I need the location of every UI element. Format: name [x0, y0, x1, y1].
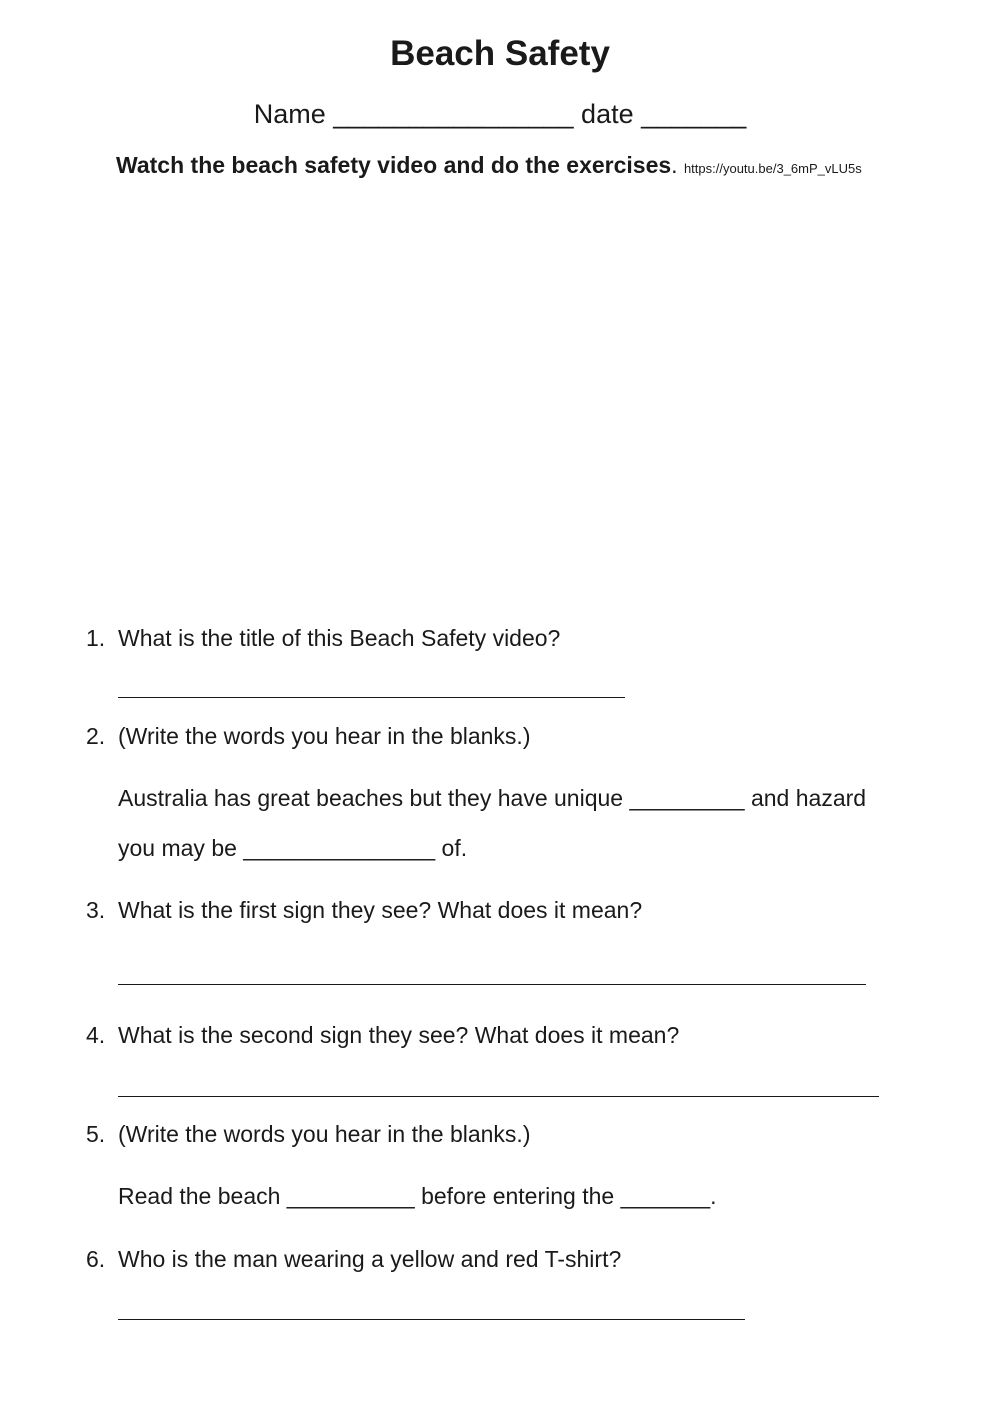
question-2-text: (Write the words you hear in the blanks.): [118, 723, 531, 749]
instruction-text: Watch the beach safety video and do the exercises: [116, 152, 672, 178]
question-2-fill-line-2[interactable]: you may be _______________ of.: [118, 835, 468, 861]
video-link[interactable]: https://youtu.be/3_6mP_vLU5s: [683, 161, 862, 176]
question-4-text: What is the second sign they see? What does it mean?: [118, 1022, 680, 1048]
question-4-number: 4.: [86, 1022, 106, 1048]
instruction-line: [116, 148, 976, 186]
answer-line-1[interactable]: [118, 697, 625, 698]
question-6-text: Who is the man wearing a yellow and red T-shirt?: [118, 1246, 622, 1272]
answer-line-6[interactable]: [118, 1319, 745, 1320]
question-1-number: 1.: [86, 625, 106, 651]
question-3-text: What is the first sign they see? What does it mean?: [118, 897, 643, 923]
answer-line-4[interactable]: [118, 1096, 879, 1097]
instruction-period: .: [671, 152, 678, 178]
question-5-text: (Write the words you hear in the blanks.): [118, 1121, 531, 1147]
question-3-number: 3.: [86, 897, 106, 923]
question-5-fill-line-1[interactable]: Read the beach __________ before entering the _______.: [118, 1183, 717, 1209]
question-5-number: 5.: [86, 1121, 106, 1147]
question-1-text: What is the title of this Beach Safety video?: [118, 625, 561, 651]
question-6-number: 6.: [86, 1246, 106, 1272]
question-2-number: 2.: [86, 723, 106, 749]
answer-line-3[interactable]: [118, 984, 866, 985]
page-title: Beach Safety: [390, 34, 610, 73]
question-2-fill-line-1[interactable]: Australia has great beaches but they have unique _________ and hazard: [118, 785, 867, 811]
name-date-line: Name ________________ date _______: [253, 99, 747, 129]
video-embed-area: [116, 200, 886, 600]
